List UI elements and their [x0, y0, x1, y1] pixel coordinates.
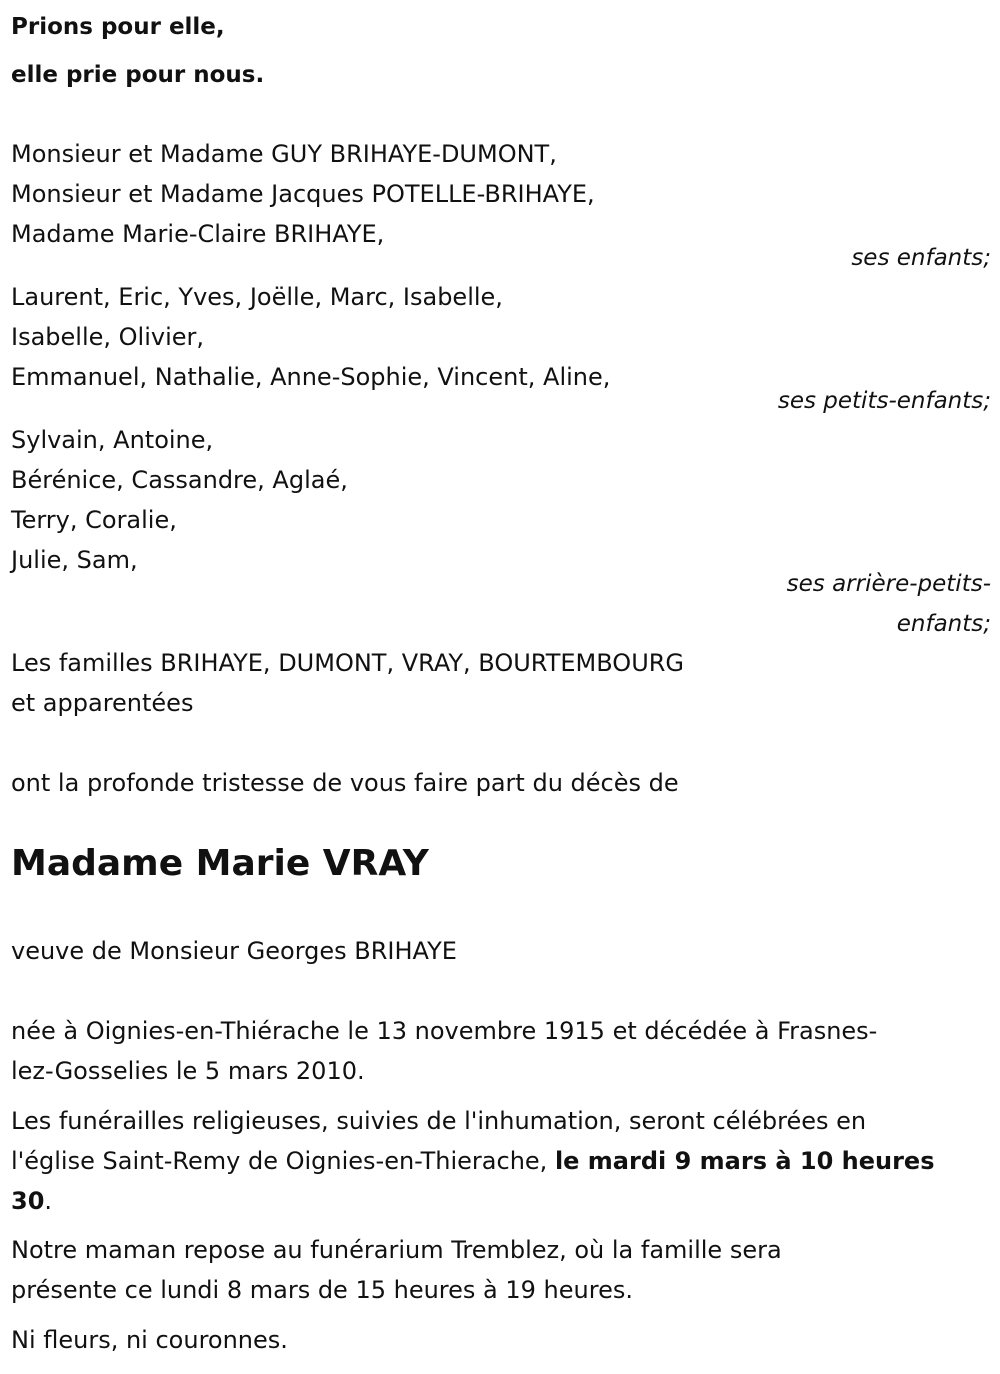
- grandchild-line: Isabelle, Olivier,: [11, 323, 205, 351]
- announcement-text: ont la profonde tristesse de vous faire part du décès de: [11, 769, 679, 797]
- grandchild-line: Laurent, Eric, Yves, Joëlle, Marc, Isabelle,: [11, 283, 503, 311]
- funeral-time-minutes: 30: [11, 1187, 45, 1215]
- funeral-line-2: [11, 1141, 991, 1181]
- child-line: Madame Marie-Claire BRIHAYE,: [11, 220, 385, 248]
- funeral-period: .: [44, 1187, 53, 1215]
- role-grandchildren: ses petits-enfants;: [777, 388, 991, 414]
- families-line: Les familles BRIHAYE, DUMONT, VRAY, BOURTEMBOURG: [11, 649, 685, 677]
- families-line: et apparentées: [11, 689, 194, 717]
- repose-line-1: Notre maman repose au funérarium Tremblez, où la famille sera: [11, 1236, 782, 1264]
- prayer-line-1: Prions pour elle,: [11, 14, 225, 40]
- birth-death-line-1: née à Oignies-en-Thiérache le 13 novembre 1915 et décédée à Frasnes-: [11, 1017, 878, 1045]
- children-section: [11, 134, 991, 254]
- role-great-grandchildren-line-2: enfants;: [896, 611, 991, 637]
- grandchild-line: Emmanuel, Nathalie, Anne-Sophie, Vincent, Aline,: [11, 363, 611, 391]
- prayer-heading: [11, 3, 264, 99]
- role-great-grandchildren-line-1: ses arrière-petits-: [786, 571, 991, 597]
- child-line: Monsieur et Madame Jacques POTELLE-BRIHAYE,: [11, 180, 595, 208]
- role-children: ses enfants;: [851, 245, 991, 271]
- repose-paragraph: [11, 1230, 991, 1310]
- families-section: [11, 643, 991, 723]
- funeral-date-time: le mardi 9 mars à 10 heures: [554, 1147, 935, 1175]
- widow-of-text: veuve de Monsieur Georges BRIHAYE: [11, 937, 457, 965]
- child-line: Monsieur et Madame GUY BRIHAYE-DUMONT,: [11, 140, 557, 168]
- flowers-note: Ni fleurs, ni couronnes.: [11, 1326, 288, 1354]
- great-grandchildren-section: [11, 420, 991, 580]
- prayer-line-2: elle prie pour nous.: [11, 62, 265, 88]
- birth-death-paragraph: [11, 1011, 991, 1091]
- funeral-line-1: Les funérailles religieuses, suivies de l'inhumation, seront célébrées en: [11, 1107, 867, 1135]
- funeral-line-3: [11, 1181, 991, 1221]
- great-grandchild-line: Terry, Coralie,: [11, 506, 177, 534]
- funeral-paragraph: [11, 1101, 991, 1221]
- deceased-name: Madame Marie VRAY: [11, 843, 429, 884]
- great-grandchild-line: Julie, Sam,: [11, 546, 138, 574]
- funeral-place: l'église Saint-Remy de Oignies-en-Thierache,: [11, 1147, 555, 1175]
- great-grandchild-line: Sylvain, Antoine,: [11, 426, 214, 454]
- birth-death-line-2: lez-Gosselies le 5 mars 2010.: [11, 1057, 365, 1085]
- repose-line-2: présente ce lundi 8 mars de 15 heures à 19 heures.: [11, 1276, 633, 1304]
- grandchildren-section: [11, 277, 991, 397]
- great-grandchild-line: Bérénice, Cassandre, Aglaé,: [11, 466, 348, 494]
